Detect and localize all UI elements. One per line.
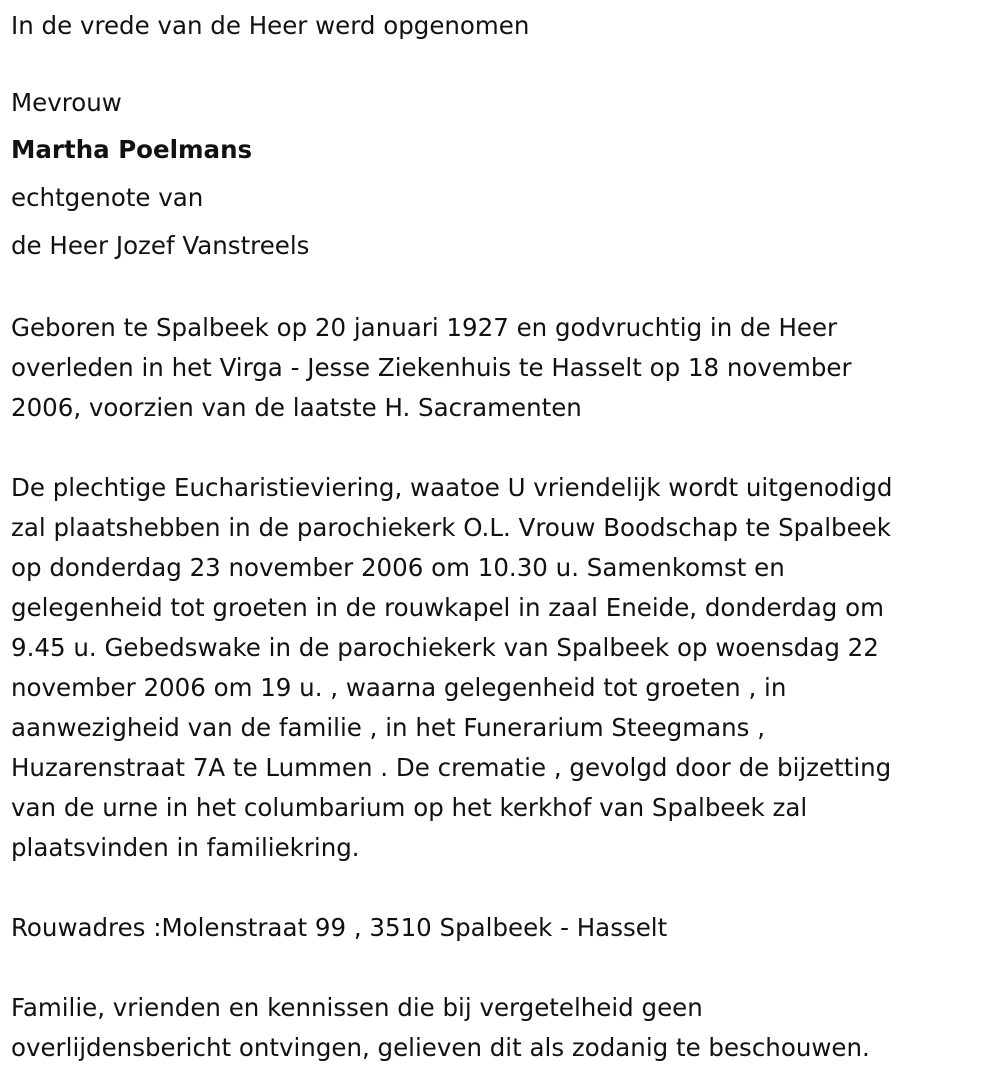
- paragraph-line: plaatsvinden in familiekring.: [11, 833, 360, 862]
- paragraph-line: op donderdag 23 november 2006 om 10.30 u. Samenkomst en: [11, 553, 785, 582]
- paragraph-line: aanwezigheid van de familie , in het Funerarium Steegmans ,: [11, 713, 765, 742]
- paragraph-line: zal plaatshebben in de parochiekerk O.L. Vrouw Boodschap te Spalbeek: [11, 513, 891, 542]
- closing-paragraph: [11, 988, 991, 1068]
- birth-death-paragraph: [11, 308, 991, 428]
- paragraph-line: Geboren te Spalbeek op 20 januari 1927 en godvruchtig in de Heer: [11, 313, 838, 342]
- intro-line: In de vrede van de Heer werd opgenomen: [11, 11, 530, 40]
- deceased-name: Martha Poelmans: [11, 135, 253, 164]
- spacer: [11, 428, 991, 468]
- spacer: [11, 948, 991, 988]
- paragraph-line: De plechtige Eucharistieviering, waatoe U vriendelijk wordt uitgenodigd: [11, 473, 893, 502]
- obituary-notice: [11, 0, 991, 1068]
- paragraph-line: Huzarenstraat 7A te Lummen . De crematie , gevolgd door de bijzetting: [11, 753, 892, 782]
- ceremony-paragraph: [11, 468, 991, 868]
- paragraph-line: november 2006 om 19 u. , waarna gelegenheid tot groeten , in: [11, 673, 787, 702]
- paragraph-line: 9.45 u. Gebedswake in de parochiekerk van Spalbeek op woensdag 22: [11, 633, 879, 662]
- mourning-address: Rouwadres :Molenstraat 99 , 3510 Spalbeek - Hasselt: [11, 913, 668, 942]
- paragraph-line: overlijdensbericht ontvingen, gelieven dit als zodanig te beschouwen.: [11, 1033, 870, 1062]
- spacer: [11, 868, 991, 908]
- spouse-name: de Heer Jozef Vanstreels: [11, 231, 310, 260]
- paragraph-line: van de urne in het columbarium op het kerkhof van Spalbeek zal: [11, 793, 808, 822]
- paragraph-line: 2006, voorzien van de laatste H. Sacramenten: [11, 393, 582, 422]
- salutation: Mevrouw: [11, 88, 122, 117]
- paragraph-line: overleden in het Virga - Jesse Ziekenhuis te Hasselt op 18 november: [11, 353, 852, 382]
- spacer: [11, 270, 991, 308]
- relation-label: echtgenote van: [11, 183, 204, 212]
- paragraph-line: Familie, vrienden en kennissen die bij vergetelheid geen: [11, 993, 703, 1022]
- paragraph-line: gelegenheid tot groeten in de rouwkapel in zaal Eneide, donderdag om: [11, 593, 884, 622]
